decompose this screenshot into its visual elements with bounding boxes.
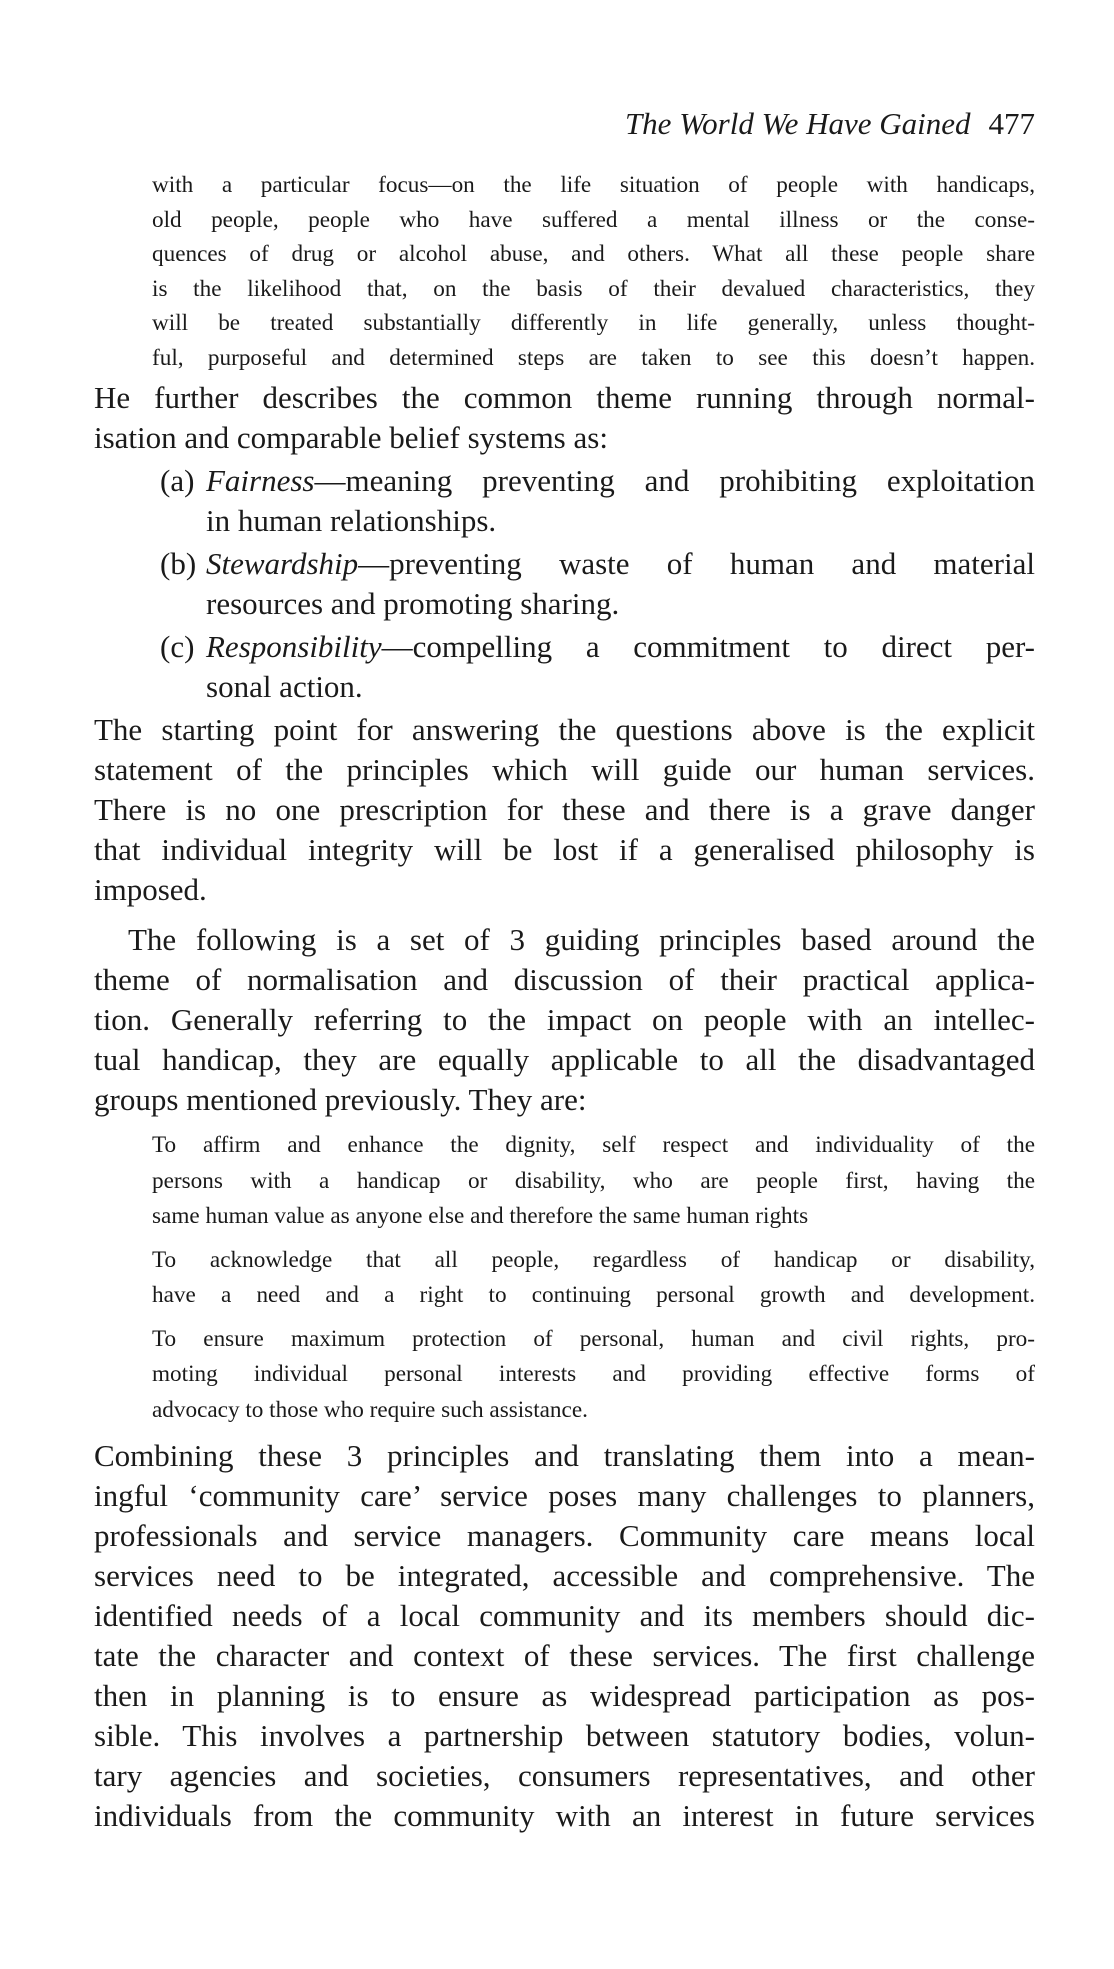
text-line: persons with a handicap or disability, who are people first, having the (152, 1167, 1035, 1194)
text-line: advocacy to those who require such assistance. (152, 1396, 588, 1423)
text-line: sible. This involves a partnership between statutory bodies, volun- (94, 1718, 1035, 1753)
principle (152, 1128, 1035, 1235)
text-line: quences of drug or alcohol abuse, and others. What all these people share (152, 241, 1035, 267)
paragraph (94, 710, 1035, 910)
text-line: with a particular focus—on the life situation of people with handicaps, (152, 172, 1035, 198)
text-line: To acknowledge that all people, regardless of handicap or disability, (152, 1246, 1035, 1273)
text-line: tion. Generally referring to the impact on people with an intellec- (94, 1002, 1035, 1037)
text-line: have a need and a right to continuing personal growth and development. (152, 1282, 1035, 1308)
text-line: statement of the principles which will guide our human services. (94, 752, 1035, 787)
text-line: There is no one prescription for these and there is a grave danger (94, 792, 1035, 827)
text-line: resources and promoting sharing. (206, 586, 620, 621)
running-title: The World We Have Gained (624, 106, 971, 141)
principle (152, 1243, 1035, 1314)
text-line: isation and comparable belief systems as: (94, 420, 608, 455)
block-quote (152, 168, 1035, 375)
text-line: Responsibility—compelling a commitment to direct per- (206, 629, 1035, 664)
text-line: tate the character and context of these services. The first challenge (94, 1638, 1035, 1673)
text-line: then in planning is to ensure as widespread participation as pos- (94, 1678, 1035, 1713)
text-line: old people, people who have suffered a mental illness or the conse- (152, 206, 1035, 233)
text-line: Fairness—meaning preventing and prohibiting exploitation (206, 463, 1035, 498)
text-line: is the likelihood that, on the basis of their devalued characteristics, they (152, 275, 1035, 302)
text-line: services need to be integrated, accessible and comprehensive. The (94, 1558, 1035, 1593)
list-item (160, 544, 1035, 624)
principle (152, 1322, 1035, 1429)
text-line: individuals from the community with an interest in future services (94, 1798, 1035, 1833)
paragraph (94, 378, 1035, 458)
text-line: professionals and service managers. Community care means local (94, 1518, 1035, 1553)
paragraph (94, 1436, 1035, 1836)
page-body (94, 168, 1035, 1836)
text-line: identified needs of a local community and its members should dic- (94, 1598, 1035, 1633)
text-line: He further describes the common theme running through normal- (94, 380, 1035, 415)
page-number: 477 (988, 106, 1035, 141)
text-line: imposed. (94, 872, 207, 907)
list-marker: (b) (160, 546, 197, 581)
text-line: To affirm and enhance the dignity, self respect and individuality of the (152, 1132, 1035, 1158)
list-marker: (a) (160, 463, 195, 498)
paragraph (94, 920, 1035, 1120)
list-marker: (c) (160, 629, 195, 664)
text-line: tary agencies and societies, consumers representatives, and other (94, 1758, 1035, 1793)
text-line: Combining these 3 principles and translating them into a mean- (94, 1438, 1035, 1473)
text-line: moting individual personal interests and providing effective forms of (152, 1361, 1035, 1387)
text-line: The starting point for answering the questions above is the explicit (94, 712, 1035, 747)
text-line: The following is a set of 3 guiding principles based around the (128, 922, 1035, 957)
list-term: Responsibility (206, 629, 382, 664)
running-header (570, 104, 1035, 144)
text-line: will be treated substantially differently in life generally, unless thought- (152, 310, 1035, 336)
text-line: that individual integrity will be lost if a generalised philosophy is (94, 832, 1035, 867)
text-line: theme of normalisation and discussion of their practical applica- (94, 962, 1035, 997)
list-term: Stewardship (206, 546, 359, 581)
list-term: Fairness (206, 463, 315, 498)
text-line: in human relationships. (206, 503, 497, 538)
list-item (160, 627, 1035, 707)
text-line: ingful ‘community care’ service poses many challenges to planners, (94, 1478, 1035, 1513)
text-line: Stewardship—preventing waste of human and material (206, 546, 1035, 581)
text-line: To ensure maximum protection of personal, human and civil rights, pro- (152, 1325, 1035, 1352)
text-line: groups mentioned previously. They are: (94, 1082, 587, 1117)
text-line: same human value as anyone else and therefore the same human rights (152, 1203, 809, 1229)
list-item (160, 461, 1035, 541)
text-line: tual handicap, they are equally applicable to all the disadvantaged (94, 1042, 1035, 1077)
text-line: ful, purposeful and determined steps are taken to see this doesn’t happen. (152, 344, 1035, 371)
text-line: sonal action. (206, 669, 363, 704)
